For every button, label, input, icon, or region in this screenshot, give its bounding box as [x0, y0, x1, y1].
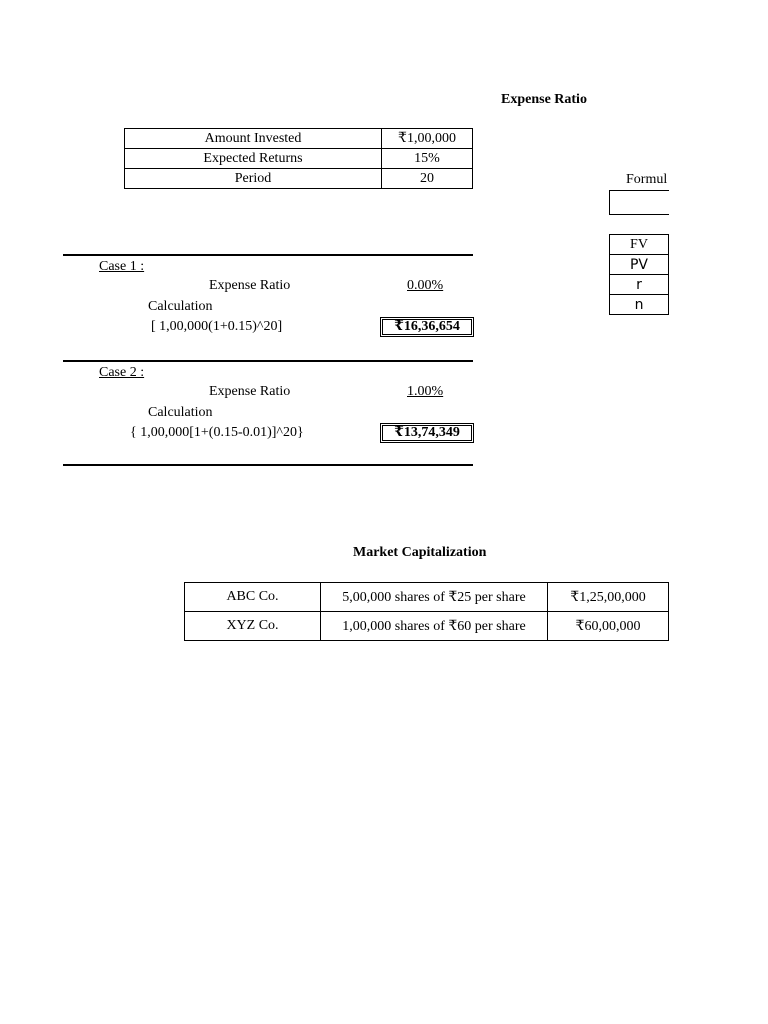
- table-row: [610, 255, 669, 275]
- case2-ratio-value: 1.00%: [407, 384, 444, 399]
- formula-panel: [600, 170, 669, 320]
- market-cap-table: [184, 582, 669, 641]
- table-row: [610, 275, 669, 295]
- company-name: ABC Co.: [185, 583, 321, 612]
- expense-ratio-title: Expense Ratio: [501, 92, 587, 107]
- table-row: [610, 235, 669, 255]
- market-cap-value: ₹60,00,000: [548, 612, 669, 641]
- formula-vars-table: [609, 234, 669, 315]
- case2-calc-label: Calculation: [148, 405, 213, 420]
- divider-case2-top: [63, 360, 473, 362]
- period-value: 20: [382, 169, 473, 189]
- company-name: XYZ Co.: [185, 612, 321, 641]
- market-cap-value: ₹1,25,00,000: [548, 583, 669, 612]
- var-fv: FV: [610, 235, 669, 255]
- case1-formula: [ 1,00,000(1+0.15)^20]: [151, 319, 283, 334]
- formula-label: Formul: [626, 172, 668, 187]
- var-r: r: [610, 275, 669, 295]
- case1-calc-label: Calculation: [148, 299, 213, 314]
- case1-result: ₹16,36,654: [380, 317, 474, 337]
- market-cap-title: Market Capitalization: [353, 545, 487, 560]
- shares-desc: 5,00,000 shares of ₹25 per share: [321, 583, 548, 612]
- case1-ratio-label: Expense Ratio: [209, 278, 291, 293]
- divider-bottom: [63, 464, 473, 466]
- case2-result: ₹13,74,349: [380, 423, 474, 443]
- amount-invested-label: Amount Invested: [125, 129, 382, 149]
- divider-case1-top: [63, 254, 473, 256]
- case1-heading: Case 1 :: [99, 259, 145, 274]
- amount-invested-value: ₹1,00,000: [382, 129, 473, 149]
- expected-returns-value: 15%: [382, 149, 473, 169]
- period-label: Period: [125, 169, 382, 189]
- table-row: [185, 583, 669, 612]
- inputs-table: [124, 128, 473, 189]
- case2-ratio-label: Expense Ratio: [209, 384, 291, 399]
- formula-box: [609, 190, 669, 215]
- table-row: [125, 149, 473, 169]
- table-row: [610, 295, 669, 315]
- case1-ratio-value: 0.00%: [407, 278, 444, 293]
- shares-desc: 1,00,000 shares of ₹60 per share: [321, 612, 548, 641]
- case2-heading: Case 2 :: [99, 365, 145, 380]
- table-row: [125, 169, 473, 189]
- case2-formula: { 1,00,000[1+(0.15-0.01)]^20}: [130, 425, 304, 440]
- expected-returns-label: Expected Returns: [125, 149, 382, 169]
- table-row: [185, 612, 669, 641]
- var-n: n: [610, 295, 669, 315]
- var-pv: PV: [610, 255, 669, 275]
- table-row: [125, 129, 473, 149]
